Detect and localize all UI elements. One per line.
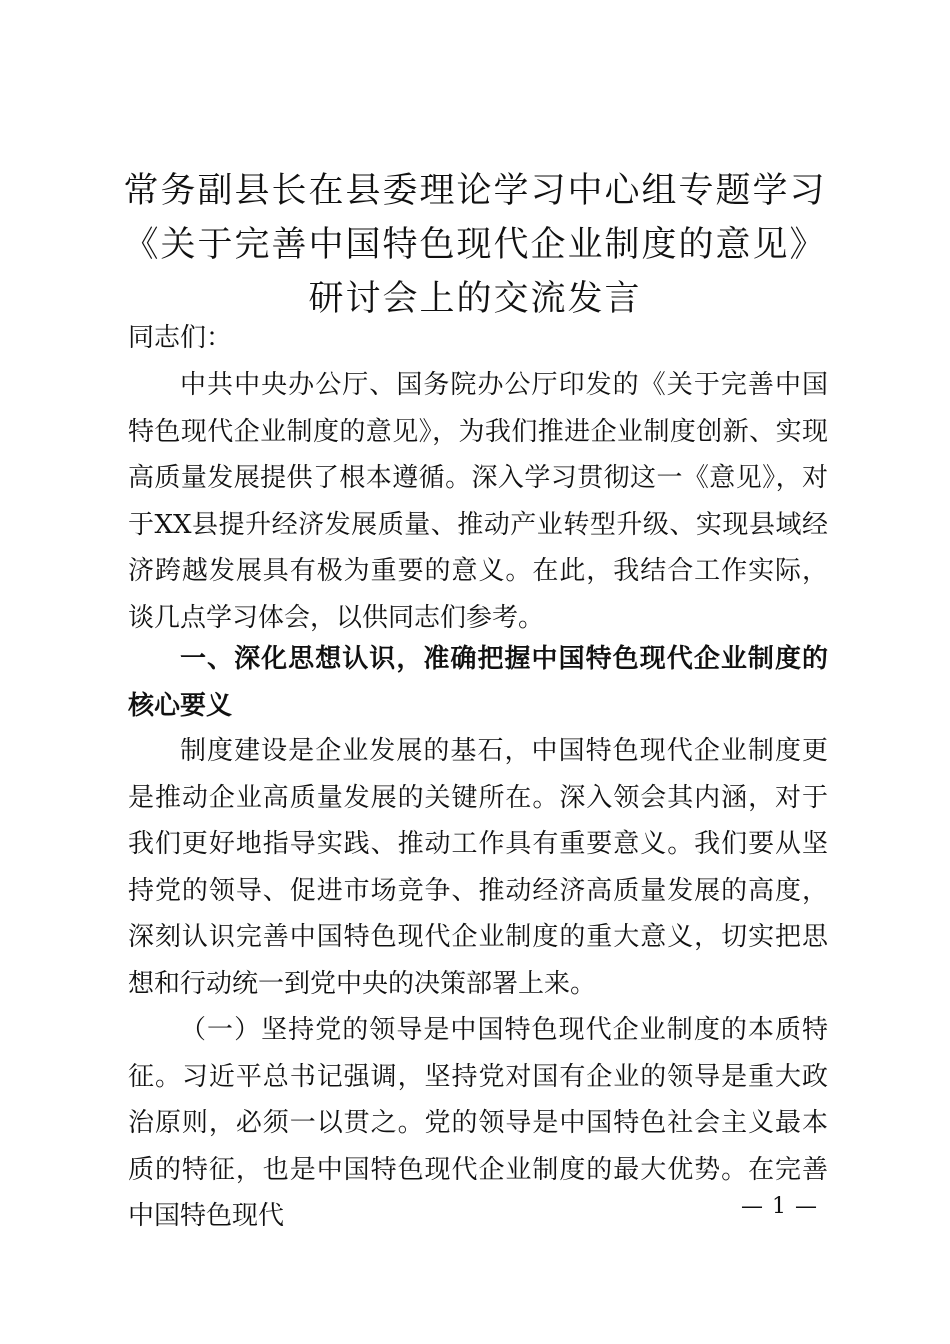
paragraph-intro: 中共中央办公厅、国务院办公厅印发的《关于完善中国特色现代企业制度的意见》，为我们推进企业制度创新、实现高质量发展提供了根本遵循。深入学习贯彻这一《意见》，对于XX县提升经济发展质量、推动产业转型升级、实现县域经济跨越发展具有极为重要的意义。在此，我结合工作实际，谈几点学习体会，以供同志们参考。 — [128, 370, 828, 633]
salutation: 同志们： — [128, 323, 233, 353]
paragraph-subsection-1 — [128, 1007, 828, 1240]
subsection-body-1: 习近平总书记强调，坚持党对国有企业的领导是重大政治原则，必须一以贯之。党的领导是中国特色社会主义最本质的特征，也是中国特色现代企业制度的最大优势。在完善中国特色现代 — [128, 1061, 828, 1232]
document-title: 常务副县长在县委理论学习中心组专题学习《关于完善中国特色现代企业制度的意见》研讨会上的交流发言 — [123, 171, 827, 319]
paragraph-section-1: 制度建设是企业发展的基石，中国特色现代企业制度更是推动企业高质量发展的关键所在。深入领会其内涵，对于我们更好地指导实践、推动工作具有重要意义。我们要从坚持党的领导、促进市场竞争、推动经济高质量发展的高度，深刻认识完善中国特色现代企业制度的重大意义，切实把思想和行动统一到党中央的决策部署上来。 — [128, 736, 828, 999]
subsection-heading-1: （一）坚持党的领导是中国特色现代企业制度的本质特征。 — [128, 1015, 828, 1092]
section-heading-1: 一、深化思想认识，准确把握中国特色现代企业制度的核心要义 — [128, 644, 828, 721]
page-number: — 1 — — [741, 1194, 818, 1219]
